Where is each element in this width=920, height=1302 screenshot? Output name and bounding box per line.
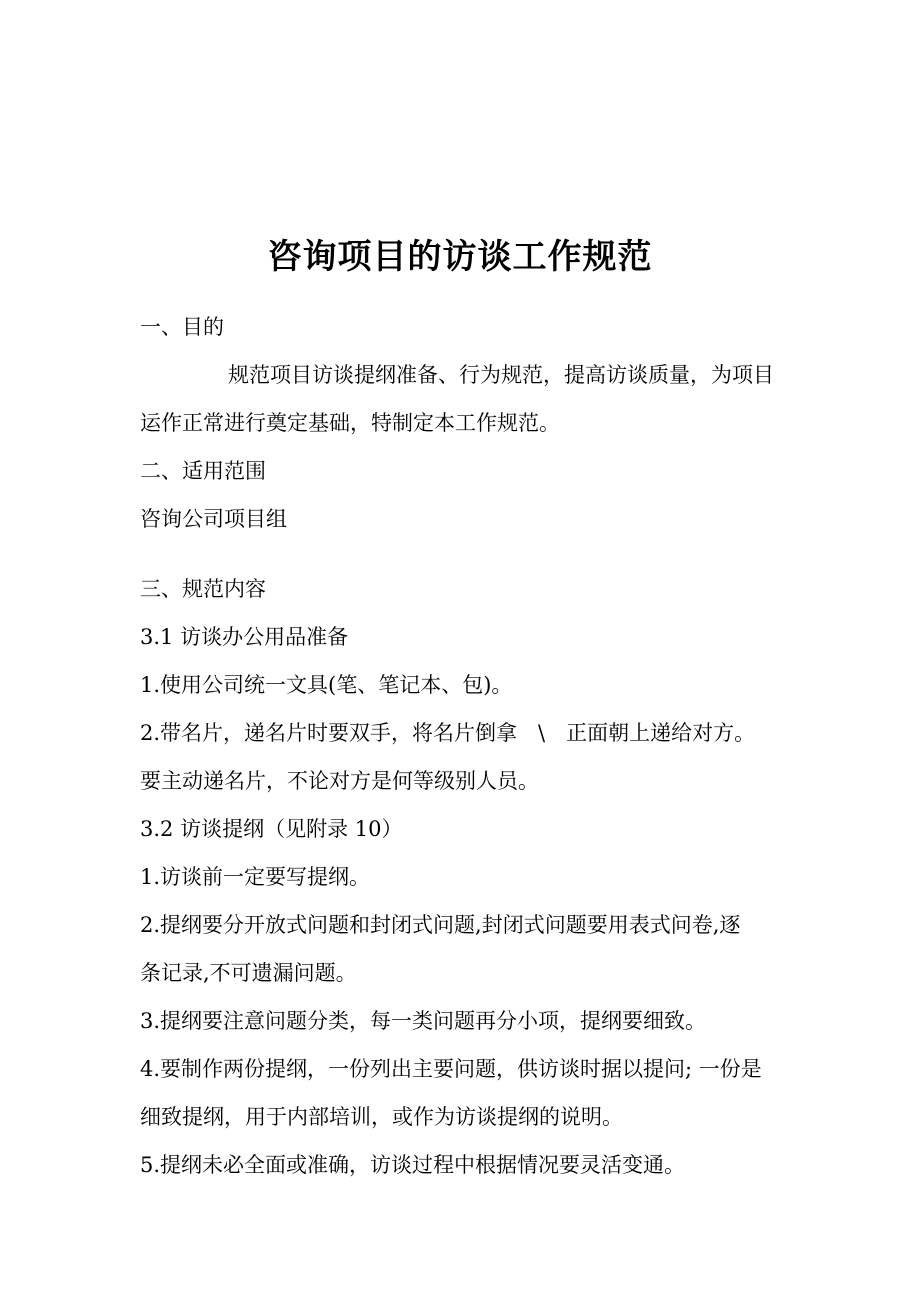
- list-item: 2.带名片，递名片时要双手，将名片倒拿 \ 正面朝上递给对方。: [140, 721, 756, 745]
- paragraph-line: 细致提纲，用于内部培训，或作为访谈提纲的说明。: [140, 1105, 623, 1129]
- list-item: 3.提纲要注意问题分类，每一类问题再分小项，提纲要细致。: [140, 1009, 707, 1033]
- list-item: 1.访谈前一定要写提纲。: [140, 865, 371, 889]
- paragraph-line: 运作正常进行奠定基础，特制定本工作规范。: [140, 411, 560, 435]
- list-item: 2.提纲要分开放式问题和封闭式问题,封闭式问题要用表式问卷,逐: [140, 913, 741, 937]
- list-item: 4.要制作两份提纲，一份列出主要问题，供访谈时据以提问; 一份是: [140, 1057, 762, 1081]
- list-item: 5.提纲未必全面或准确，访谈过程中根据情况要灵活变通。: [140, 1153, 686, 1177]
- subsection-heading: 3.1 访谈办公用品准备: [140, 625, 349, 649]
- section-heading-content: 三、规范内容: [140, 577, 266, 601]
- paragraph-line: 规范项目访谈提纲准备、行为规范，提高访谈质量，为项目: [228, 363, 774, 387]
- paragraph-line: 咨询公司项目组: [140, 507, 287, 531]
- document-title: 咨询项目的访谈工作规范: [267, 237, 653, 277]
- section-heading-purpose: 一、目的: [140, 315, 224, 339]
- paragraph-line: 要主动递名片，不论对方是何等级别人员。: [140, 769, 539, 793]
- list-item: 1.使用公司统一文具(笔、笔记本、包)。: [140, 673, 513, 697]
- subsection-heading: 3.2 访谈提纲（见附录 10）: [140, 817, 403, 841]
- section-heading-scope: 二、适用范围: [140, 459, 266, 483]
- paragraph-line: 条记录,不可遗漏问题。: [140, 961, 357, 985]
